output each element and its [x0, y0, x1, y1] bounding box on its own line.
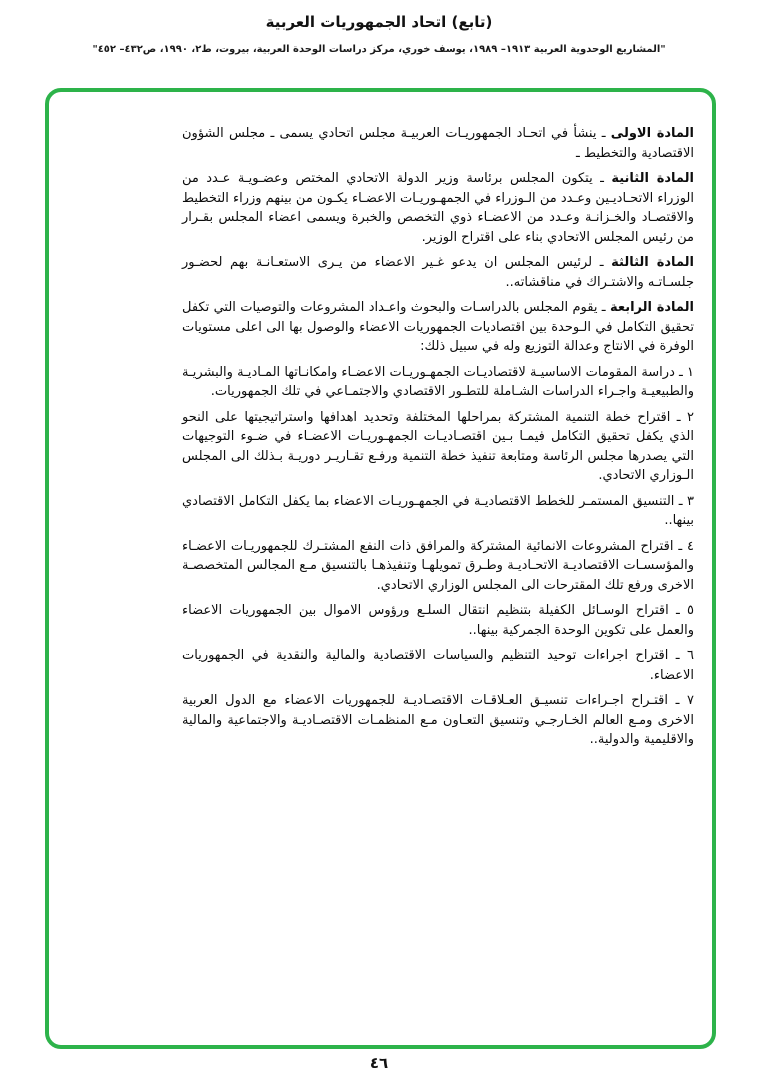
- paragraph: [182, 298, 694, 357]
- paragraph-text: ـ ينشأ في اتحـاد الجمهوريـات العربيـة مجلس اتحادي يسمى ـ مجلس الشؤون الاقتصادية والتخطيط ـ: [182, 126, 694, 161]
- paragraph: [182, 691, 694, 750]
- paragraph-text: ـ يتكون المجلس برئاسة وزير الدولة الاتحادي المختص وعضـويـة عـدد من الوزراء الاتحـاديـين وعـدد من الـوزراء في الجمهـوريـات الاعضـاء يكـون من بينهم وزراء التخطيط والاقتصـاد والخـزانـة وعـدد من الاعضـاء ذوي التخصص والخبرة ويسمى اعضاء المجلس بقـرار من رئيس المجلس الاتحادي بناء على اقتراح الوزير.: [182, 171, 694, 245]
- paragraph-lead: المادة الرابعة: [609, 300, 694, 315]
- page-footer: [0, 1053, 758, 1072]
- document-body: [182, 124, 694, 756]
- paragraph-text: ٢ ـ اقتراح خطة التنمية المشتركة بمراحلها المختلفة وتحديد اهدافها واستراتيجيتها على النحو الذي يكفل تحقيق التكامل فيمـا بـين اقتصـاديـات الجمهـوريـات الاعضـاء في ضـوء التوجيهات التي يصدرها مجلس الرئاسة ومتابعة تنفيذ خطة التنمية ورفـع تقـاريـر دوريـة بـذلك الى المجلس الـوزاري الاتحادي.: [182, 409, 694, 483]
- paragraph: [182, 646, 694, 685]
- paragraph: [182, 169, 694, 247]
- paragraph-text: ١ ـ دراسة المقومات الاساسيـة لاقتصاديـات الجمهـوريـات الاعضـاء وامكانـاتها المـاديـة والبشريـة والطبيعيـة واجـراء الدراسات الشـاملة للتطـور الاقتصادي والاجتمـاعي في تلك الجمهوريات.: [182, 364, 694, 399]
- paragraph-text: ـ يقوم المجلس بالدراسـات والبحوث واعـداد المشروعات والتوصيات التي تكفل تحقيق التكامل في الـوحدة بين اقتصاديات الجمهوريات الاعضاء والوصول بها الى اعلى مستويات الوفرة في الانتاج وعدالة التوزيع وله في سبيل ذلك:: [182, 300, 694, 354]
- paragraph-lead: المادة الثانية: [611, 171, 694, 186]
- paragraph-text: ٣ ـ التنسيق المستمـر للخطط الاقتصاديـة في الجمهـوريـات الاعضاء بما يكفل التكامل الاقتصادي بينها..: [182, 493, 694, 528]
- page-number: ٤٦: [369, 1054, 389, 1072]
- paragraph: [182, 253, 694, 292]
- paragraph: [182, 492, 694, 531]
- paragraph-lead: المادة الاولى: [610, 126, 694, 141]
- source-citation: "المشاريع الوحدوية العربية ١٩١٣– ١٩٨٩، يوسف خوري، مركز دراسات الوحدة العربية، بيروت، ط٢، ١٩٩٠، ص٤٣٢– ٤٥٢": [92, 44, 666, 55]
- paragraph-text: ـ لرئيس المجلس ان يدعو غـير الاعضاء من يـرى الاستعـانـة بهم لحضـور جلسـاتـه والاشتـراك في مناقشاته..: [182, 255, 694, 290]
- page-header: [0, 0, 758, 55]
- paragraph-text: ٧ ـ اقتـراح اجـراءات تنسيـق العـلاقـات الاقتصـاديـة للجمهوريات الاعضاء مع الدول العربية الاخرى ومـع العالم الخـارجـي وتنسيق التعـاون مـع المنظمـات الاقتصـاديـة والاجتماعية والمالية والاقليمية والدولية..: [182, 693, 694, 747]
- paragraph-text: ٦ ـ اقتراح اجراءات توحيد التنظيم والسياسات الاقتصادية والمالية والنقدية في الجمهوريات الاعضاء.: [182, 648, 694, 683]
- paragraph: [182, 537, 694, 596]
- content-frame: [45, 88, 716, 1049]
- paragraph: [182, 363, 694, 402]
- paragraph: [182, 408, 694, 486]
- document-title: (تابع) اتحاد الجمهوريات العربية: [265, 13, 493, 31]
- paragraph-lead: المادة الثالثة: [611, 255, 694, 270]
- paragraph-text: ٥ ـ اقتراح الوسـائل الكفيلة بتنظيم انتقال السلـع ورؤوس الاموال بين الجمهوريات الاعضاء والعمل على تكوين الوحدة الجمركية بينها..: [182, 603, 694, 638]
- paragraph: [182, 601, 694, 640]
- paragraph-text: ٤ ـ اقتراح المشروعات الانمائية المشتركة والمرافق ذات النفع المشتـرك للجمهوريـات الاعضـاء والمؤسسـات الاقتصاديـة الاتحـاديـة وطـرق تمويلهـا وتنفيذهـا بالتنسيق مـع المجالس المتخصصـة الاخرى ورفع تلك المقترحات الى المجلس الوزاري الاتحادي.: [182, 538, 694, 593]
- paragraph: [182, 124, 694, 163]
